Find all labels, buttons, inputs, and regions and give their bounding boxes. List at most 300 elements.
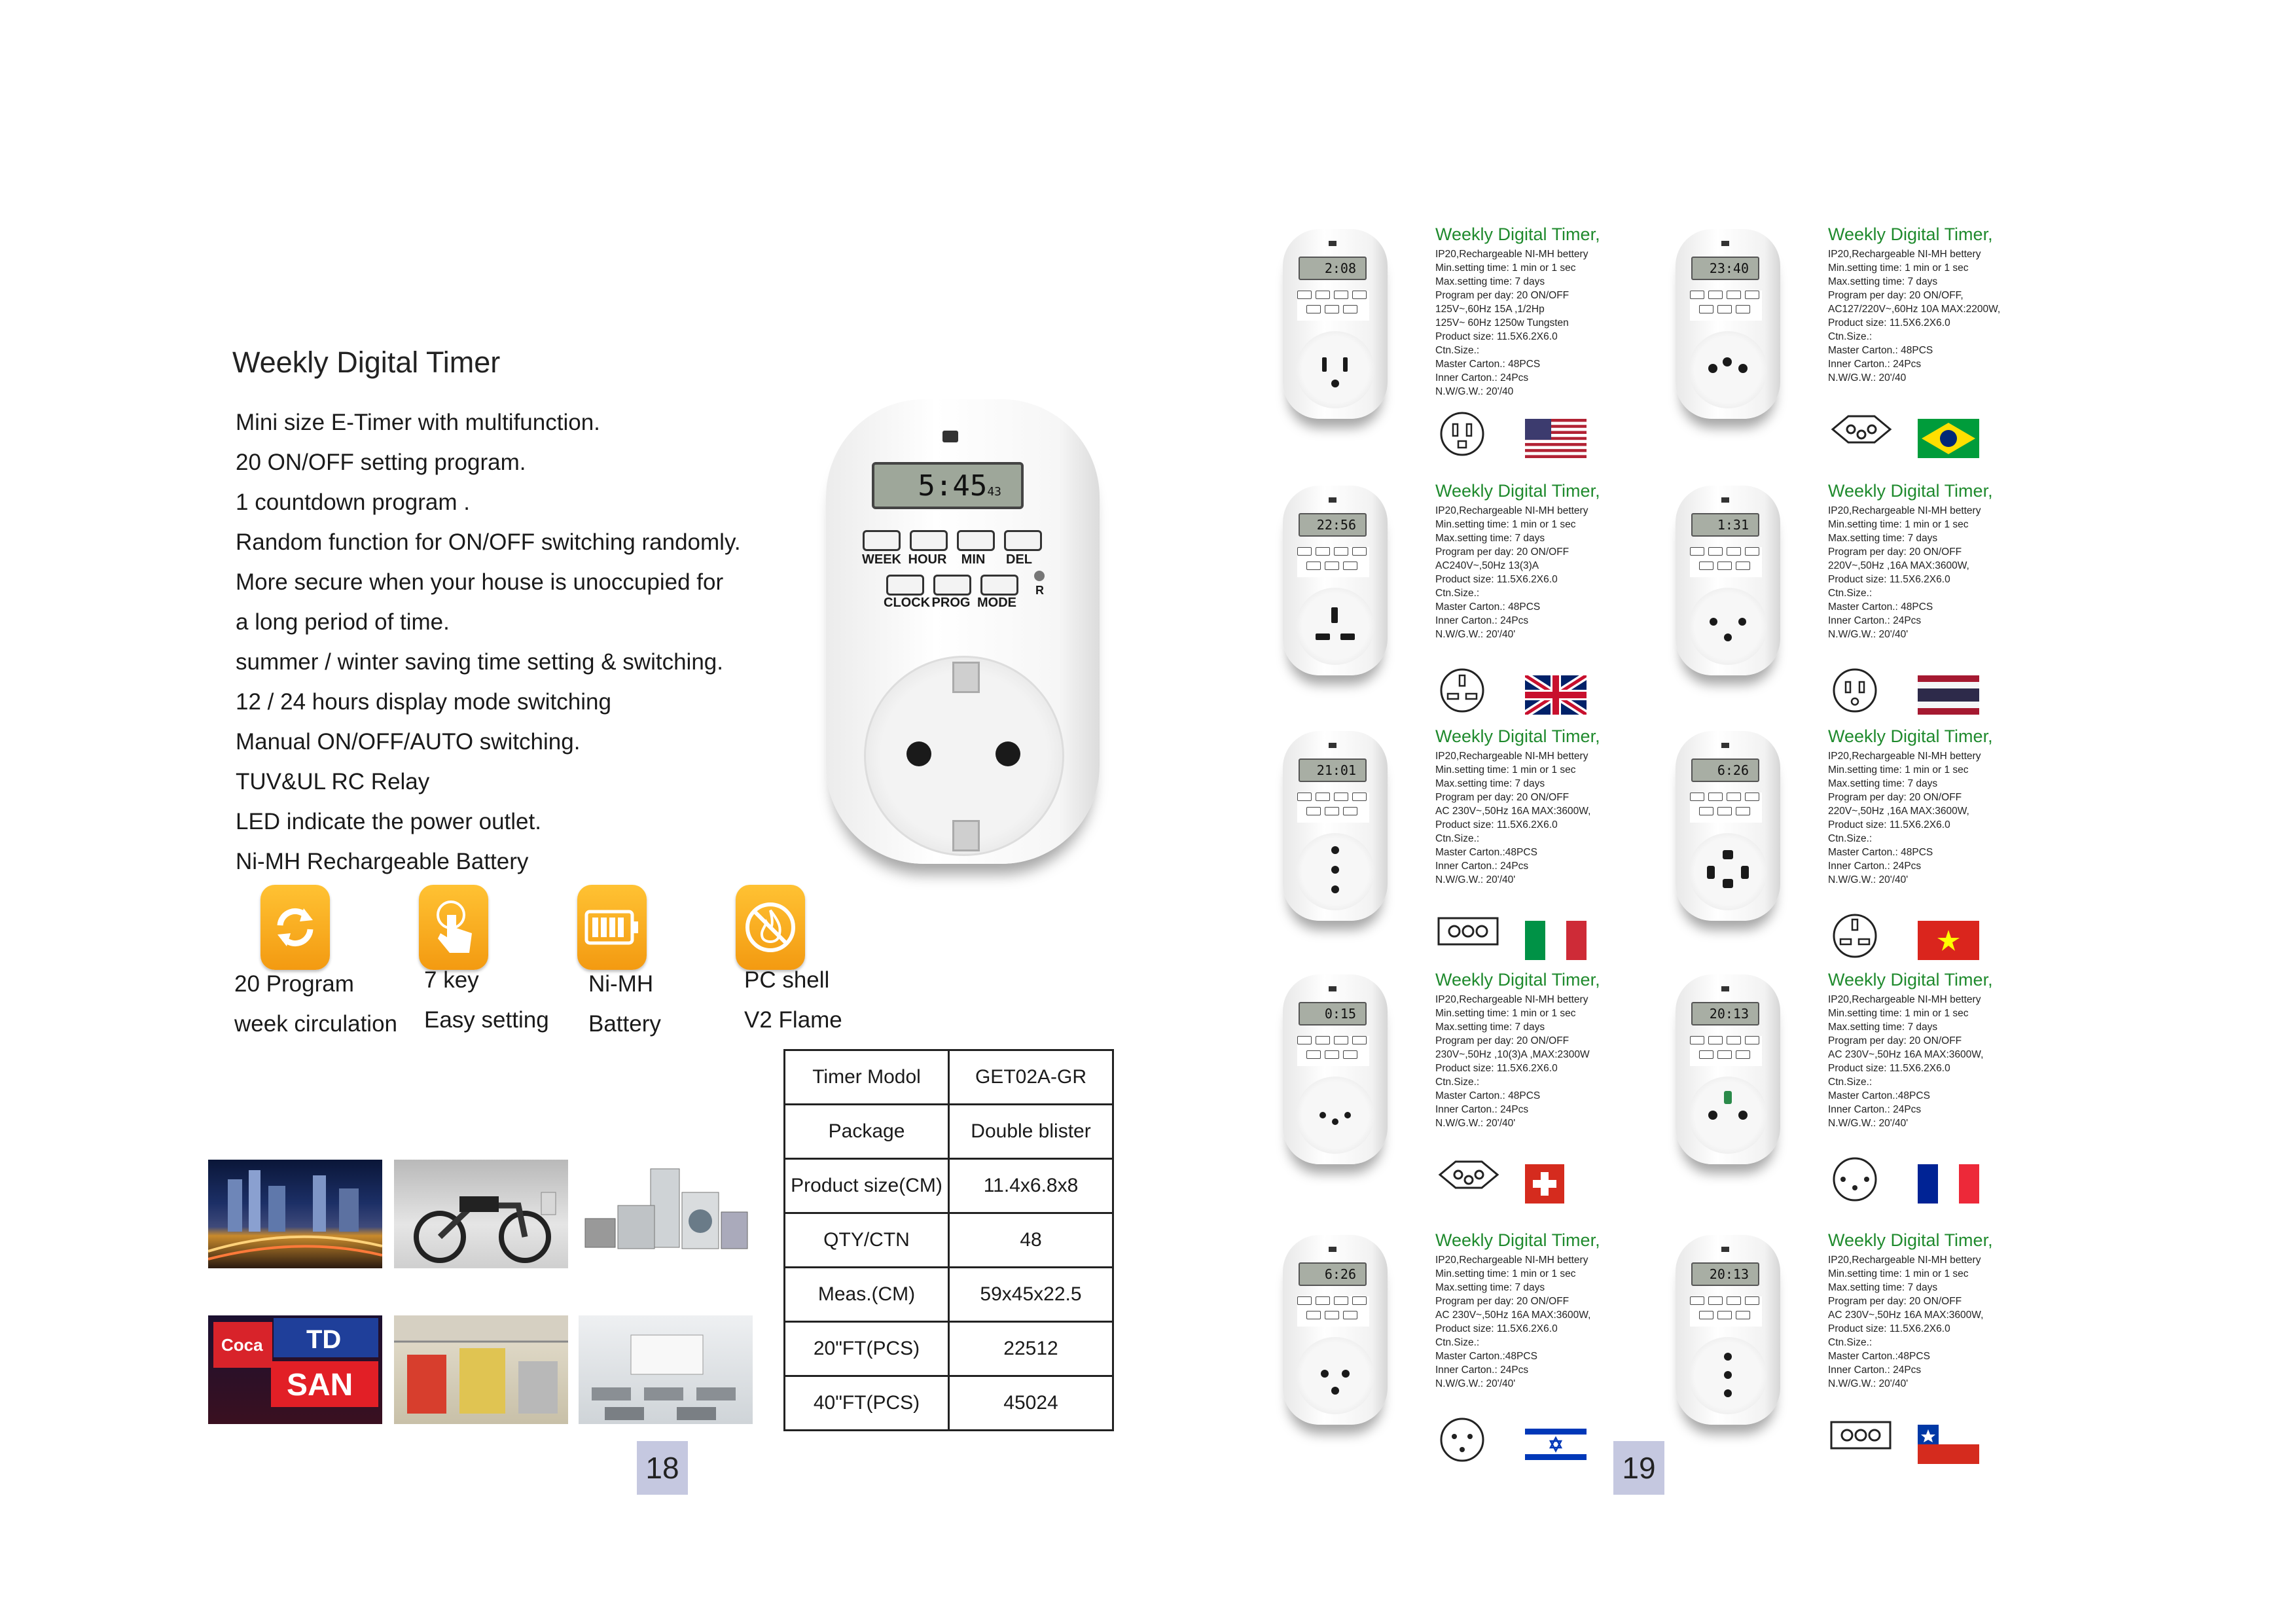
spec-line: Inner Carton.: 24Pcs bbox=[1435, 1364, 1529, 1376]
product-spec-list bbox=[1828, 1253, 1983, 1391]
svg-text:SAN: SAN bbox=[287, 1368, 353, 1402]
spec-line: Program per day: 20 ON/OFF bbox=[1435, 792, 1570, 803]
product-card-italy bbox=[1283, 726, 1741, 980]
device-button bbox=[1745, 1036, 1759, 1044]
device-button bbox=[1727, 291, 1741, 299]
device-button bbox=[1699, 1050, 1713, 1059]
finger-press-icon bbox=[419, 885, 488, 970]
device-button bbox=[1325, 562, 1339, 570]
device-button bbox=[1699, 562, 1713, 570]
spec-line: N.W/G.W.: 20'/40' bbox=[1435, 874, 1516, 885]
device-button bbox=[1717, 305, 1732, 313]
photo-classroom bbox=[579, 1315, 753, 1424]
spec-line: Max.setting time: 7 days bbox=[1828, 778, 1938, 789]
lcd-display: 20:13 bbox=[1691, 1262, 1759, 1286]
product-card-israel bbox=[1283, 1230, 1741, 1484]
spec-line: Inner Carton.: 24Pcs bbox=[1828, 1364, 1922, 1376]
timer-device bbox=[1283, 731, 1388, 921]
icon-feature-label: week circulation bbox=[234, 1011, 397, 1037]
socket-italy bbox=[1296, 833, 1374, 910]
spec-key: Timer Modol bbox=[785, 1050, 949, 1105]
plug-type-brazil-icon bbox=[1829, 411, 1881, 457]
device-button bbox=[1325, 807, 1339, 815]
spec-line: Program per day: 20 ON/OFF bbox=[1828, 1296, 1962, 1307]
device-button bbox=[1306, 807, 1321, 815]
spec-line: Inner Carton.: 24Pcs bbox=[1435, 861, 1529, 872]
device-button bbox=[1306, 562, 1321, 570]
device-button bbox=[1708, 1296, 1723, 1305]
product-card-thailand bbox=[1676, 481, 2134, 734]
hero-button-row-1 bbox=[863, 530, 1042, 551]
button-label: MIN bbox=[961, 552, 986, 567]
device-button bbox=[1708, 547, 1723, 556]
reset-hole bbox=[1034, 571, 1045, 581]
photo-electric-bike bbox=[394, 1160, 568, 1268]
device-button bbox=[1343, 1050, 1357, 1059]
lcd-display: 23:40 bbox=[1691, 257, 1759, 280]
device-button bbox=[1717, 807, 1732, 815]
spec-line: Master Carton.: 48PCS bbox=[1828, 601, 1933, 613]
spec-line: IP20,Rechargeable NI-MH bettery bbox=[1828, 505, 1981, 516]
spec-line: AC 230V~,50Hz 16A MAX:3600W, bbox=[1435, 1310, 1591, 1321]
feature-item: 20 ON/OFF setting program. bbox=[236, 450, 526, 475]
plug-type-uk-icon bbox=[1436, 668, 1488, 713]
socket-pin-hole bbox=[1738, 364, 1748, 373]
socket-chile bbox=[1689, 1337, 1767, 1414]
reset-label: R bbox=[1035, 584, 1044, 597]
power-led bbox=[1329, 986, 1336, 991]
spec-line: Master Carton.: 48PCS bbox=[1828, 345, 1933, 356]
spec-value: Double blister bbox=[949, 1105, 1113, 1159]
hero-display-seconds: 43 bbox=[987, 485, 1001, 499]
lcd-display: 0:15 bbox=[1299, 1002, 1367, 1026]
product-title: Weekly Digital Timer, bbox=[1435, 726, 1600, 746]
flag-vietnam-icon bbox=[1918, 921, 1979, 960]
spec-line: IP20,Rechargeable NI-MH bettery bbox=[1828, 1255, 1981, 1266]
spec-value: 45024 bbox=[949, 1376, 1113, 1431]
device-button bbox=[1352, 291, 1367, 299]
socket-pin-hole bbox=[1321, 1370, 1329, 1378]
product-spec-list bbox=[1828, 993, 1983, 1130]
spec-line: 125V~ 60Hz 1250w Tungsten bbox=[1435, 317, 1569, 329]
lcd-display: 22:56 bbox=[1299, 513, 1367, 537]
socket-pin-hole bbox=[1708, 1111, 1717, 1120]
socket-pin-hole bbox=[1331, 607, 1338, 623]
feature-item: TUV&UL RC Relay bbox=[236, 769, 430, 794]
spec-line: Product size: 11.5X6.2X6.0 bbox=[1828, 574, 1950, 585]
timer-device bbox=[1283, 229, 1388, 419]
spec-line: Inner Carton.: 24Pcs bbox=[1435, 615, 1529, 626]
product-spec-list bbox=[1435, 247, 1588, 399]
spec-line: Ctn.Size.: bbox=[1435, 1077, 1480, 1088]
socket-pin-hole bbox=[1723, 850, 1733, 859]
spec-line: Master Carton.:48PCS bbox=[1828, 1351, 1930, 1362]
spec-line: AC 230V~,50Hz 16A MAX:3600W, bbox=[1828, 1049, 1984, 1060]
spec-line: N.W/G.W.: 20'/40' bbox=[1435, 629, 1516, 640]
spec-line: Max.setting time: 7 days bbox=[1828, 276, 1938, 287]
spec-line: Max.setting time: 7 days bbox=[1435, 1022, 1545, 1033]
feature-item: Random function for ON/OFF switching randomly. bbox=[236, 529, 741, 555]
spec-line: Program per day: 20 ON/OFF bbox=[1828, 546, 1962, 558]
lcd-display: 1:31 bbox=[1691, 513, 1759, 537]
spec-line: N.W/G.W.: 20'/40' bbox=[1435, 1118, 1516, 1129]
device-button bbox=[1745, 547, 1759, 556]
socket-pin-hole bbox=[906, 741, 931, 766]
socket-pin-hole bbox=[1344, 1112, 1351, 1118]
hero-button-labels-1 bbox=[860, 552, 1041, 567]
device-button bbox=[1334, 291, 1348, 299]
device-button bbox=[1745, 793, 1759, 801]
socket-thai bbox=[1689, 588, 1767, 665]
product-card-brazil bbox=[1676, 224, 2134, 478]
spec-line: Ctn.Size.: bbox=[1828, 833, 1873, 844]
plug-type-italy-icon bbox=[1436, 913, 1488, 959]
spec-line: N.W/G.W.: 20'/40' bbox=[1828, 1378, 1909, 1389]
device-button bbox=[1316, 1296, 1330, 1305]
spec-line: Inner Carton.: 24Pcs bbox=[1435, 372, 1529, 383]
device-button bbox=[1736, 562, 1750, 570]
product-title: Weekly Digital Timer, bbox=[1828, 970, 1993, 990]
spec-line: Min.setting time: 1 min or 1 sec bbox=[1435, 764, 1576, 776]
timer-device bbox=[1283, 1235, 1388, 1425]
socket-israel bbox=[1296, 1337, 1374, 1414]
device-button bbox=[1736, 1311, 1750, 1319]
device-button bbox=[1334, 793, 1348, 801]
spec-line: Inner Carton.: 24Pcs bbox=[1828, 359, 1922, 370]
spec-line: Max.setting time: 7 days bbox=[1828, 533, 1938, 544]
device-button bbox=[1316, 291, 1330, 299]
device-button bbox=[1717, 1311, 1732, 1319]
spec-line: 230V~,50Hz ,10(3)A ,MAX:2300W bbox=[1435, 1049, 1590, 1060]
device-button bbox=[1297, 1036, 1312, 1044]
schuko-socket bbox=[864, 656, 1064, 856]
product-spec-list bbox=[1828, 504, 1981, 641]
feature-item: Mini size E-Timer with multifunction. bbox=[236, 410, 600, 435]
spec-line: Product size: 11.5X6.2X6.0 bbox=[1828, 317, 1950, 329]
timer-device bbox=[1676, 486, 1780, 675]
device-button bbox=[1352, 1036, 1367, 1044]
page-title: Weekly Digital Timer bbox=[232, 346, 501, 379]
plug-type-chile-icon bbox=[1829, 1417, 1881, 1463]
spec-line: N.W/G.W.: 20'/40' bbox=[1828, 874, 1909, 885]
timer-device bbox=[1676, 1235, 1780, 1425]
product-spec-list bbox=[1828, 749, 1981, 887]
plug-type-swiss-icon bbox=[1436, 1156, 1488, 1202]
feature-item: Manual ON/OFF/AUTO switching. bbox=[236, 729, 581, 755]
socket-pin-hole bbox=[1724, 1371, 1732, 1379]
lcd-display: 6:26 bbox=[1299, 1262, 1367, 1286]
photo-factory bbox=[394, 1315, 568, 1424]
socket-pin-hole bbox=[1724, 1353, 1732, 1361]
device-button bbox=[1297, 793, 1312, 801]
icon-feature-label: 20 Program bbox=[234, 971, 354, 997]
spec-line: Program per day: 20 ON/OFF bbox=[1828, 792, 1962, 803]
spec-line: Master Carton.:48PCS bbox=[1435, 1351, 1537, 1362]
timer-device bbox=[1676, 974, 1780, 1164]
device-button bbox=[1316, 793, 1330, 801]
spec-line: Program per day: 20 ON/OFF bbox=[1435, 1035, 1570, 1046]
spec-line: Program per day: 20 ON/OFF bbox=[1828, 1035, 1962, 1046]
feature-item: 1 countdown program . bbox=[236, 490, 470, 515]
hero-button-row-2 bbox=[886, 575, 1018, 596]
socket-pin-hole bbox=[1331, 380, 1339, 387]
spec-line: Product size: 11.5X6.2X6.0 bbox=[1828, 1323, 1950, 1334]
power-led bbox=[1329, 497, 1336, 503]
socket-pin-hole bbox=[1738, 618, 1746, 626]
device-button bbox=[1727, 547, 1741, 556]
device-button bbox=[1690, 547, 1704, 556]
device-button bbox=[1306, 1050, 1321, 1059]
product-card-uk bbox=[1283, 481, 1741, 734]
device-button bbox=[1306, 305, 1321, 313]
power-led bbox=[1721, 1247, 1729, 1252]
device-button bbox=[1690, 1296, 1704, 1305]
socket-pin-hole bbox=[1331, 846, 1339, 854]
spec-key: Meas.(CM) bbox=[785, 1268, 949, 1322]
battery-icon bbox=[577, 885, 647, 970]
spec-line: Product size: 11.5X6.2X6.0 bbox=[1435, 574, 1558, 585]
spec-line: Min.setting time: 1 min or 1 sec bbox=[1828, 1268, 1969, 1279]
spec-line: Max.setting time: 7 days bbox=[1435, 276, 1545, 287]
spec-line: N.W/G.W.: 20'/40' bbox=[1828, 1118, 1909, 1129]
refresh-cycle-icon bbox=[260, 885, 330, 970]
socket-swiss bbox=[1296, 1077, 1374, 1154]
device-button bbox=[1343, 305, 1357, 313]
spec-line: Inner Carton.: 24Pcs bbox=[1828, 861, 1922, 872]
spec-line: Ctn.Size.: bbox=[1435, 588, 1480, 599]
product-title: Weekly Digital Timer, bbox=[1828, 726, 1993, 746]
product-title: Weekly Digital Timer, bbox=[1435, 970, 1600, 990]
spec-line: Ctn.Size.: bbox=[1828, 331, 1873, 342]
device-button bbox=[1727, 1296, 1741, 1305]
hero-timer-device bbox=[826, 399, 1100, 864]
device-buttons bbox=[1297, 291, 1369, 321]
spec-line: Ctn.Size.: bbox=[1828, 1337, 1873, 1348]
device-button bbox=[1334, 1036, 1348, 1044]
socket-pin-hole bbox=[1707, 866, 1715, 879]
button-label: CLOCK bbox=[884, 596, 931, 610]
spec-line: 125V~,60Hz 15A ,1/2Hp bbox=[1435, 304, 1545, 315]
flag-brazil-icon bbox=[1918, 419, 1979, 458]
icon-feature-label: V2 Flame bbox=[744, 1007, 842, 1033]
icon-feature-label: Ni-MH bbox=[588, 971, 654, 997]
device-button bbox=[1297, 547, 1312, 556]
power-led bbox=[1721, 986, 1729, 991]
min-button bbox=[957, 530, 995, 551]
spec-line: Product size: 11.5X6.2X6.0 bbox=[1435, 331, 1558, 342]
plug-type-universal-icon bbox=[1829, 913, 1881, 959]
device-buttons bbox=[1297, 547, 1369, 577]
device-button bbox=[1708, 793, 1723, 801]
spec-line: Program per day: 20 ON/OFF, bbox=[1828, 290, 1964, 301]
clock-button bbox=[886, 575, 924, 596]
timer-device bbox=[1283, 974, 1388, 1164]
spec-line: IP20,Rechargeable NI-MH bettery bbox=[1828, 249, 1981, 260]
lcd-display: 6:26 bbox=[1691, 758, 1759, 782]
hero-display-time: 5:45 bbox=[918, 469, 988, 503]
device-button bbox=[1708, 1036, 1723, 1044]
socket-uk bbox=[1296, 588, 1374, 665]
spec-line: IP20,Rechargeable NI-MH bettery bbox=[1435, 751, 1588, 762]
socket-pin-hole bbox=[1723, 879, 1733, 888]
product-title: Weekly Digital Timer, bbox=[1435, 224, 1600, 244]
spec-line: Max.setting time: 7 days bbox=[1435, 778, 1545, 789]
socket-pin-hole bbox=[1340, 633, 1355, 640]
week-button bbox=[863, 530, 901, 551]
socket-pin-hole bbox=[1724, 1389, 1732, 1397]
flag-france-icon bbox=[1918, 1164, 1979, 1204]
device-button bbox=[1690, 793, 1704, 801]
earth-clip-bottom bbox=[952, 820, 980, 851]
plug-type-us-icon bbox=[1436, 411, 1488, 457]
earth-pin bbox=[1724, 1091, 1732, 1104]
feature-list bbox=[236, 402, 741, 882]
device-button bbox=[1727, 793, 1741, 801]
spec-line: Max.setting time: 7 days bbox=[1435, 1282, 1545, 1293]
spec-table bbox=[783, 1049, 1114, 1431]
product-title: Weekly Digital Timer, bbox=[1828, 481, 1993, 501]
spec-line: IP20,Rechargeable NI-MH bettery bbox=[1435, 994, 1588, 1005]
plug-type-thai-icon bbox=[1829, 668, 1881, 713]
power-led bbox=[1329, 241, 1336, 246]
lcd-display: 20:13 bbox=[1691, 1002, 1759, 1026]
socket-pin-hole bbox=[1332, 1118, 1338, 1125]
power-led bbox=[1329, 1247, 1336, 1252]
device-button bbox=[1352, 1296, 1367, 1305]
spec-value: 22512 bbox=[949, 1322, 1113, 1376]
spec-key: 40"FT(PCS) bbox=[785, 1376, 949, 1431]
timer-device bbox=[1283, 486, 1388, 675]
lcd-display: 21:01 bbox=[1299, 758, 1367, 782]
spec-line: IP20,Rechargeable NI-MH bettery bbox=[1435, 1255, 1588, 1266]
device-button bbox=[1690, 291, 1704, 299]
spec-line: Master Carton.:48PCS bbox=[1435, 847, 1537, 858]
device-button bbox=[1325, 305, 1339, 313]
device-button bbox=[1699, 807, 1713, 815]
flag-chile-icon bbox=[1918, 1425, 1979, 1464]
socket-pin-hole bbox=[1723, 357, 1732, 366]
product-title: Weekly Digital Timer, bbox=[1435, 481, 1600, 501]
spec-key: 20"FT(PCS) bbox=[785, 1322, 949, 1376]
spec-value: 59x45x22.5 bbox=[949, 1268, 1113, 1322]
feature-item: a long period of time. bbox=[236, 609, 450, 635]
spec-line: AC 230V~,50Hz 16A MAX:3600W, bbox=[1435, 806, 1591, 817]
feature-item: LED indicate the power outlet. bbox=[236, 809, 541, 834]
device-button bbox=[1343, 562, 1357, 570]
device-buttons bbox=[1690, 547, 1762, 577]
button-label: WEEK bbox=[862, 552, 901, 567]
spec-line: Master Carton.: 48PCS bbox=[1828, 847, 1933, 858]
product-spec-list bbox=[1435, 993, 1590, 1130]
device-button bbox=[1690, 1036, 1704, 1044]
photo-billboards bbox=[208, 1315, 382, 1424]
device-button bbox=[1736, 1050, 1750, 1059]
spec-line: Min.setting time: 1 min or 1 sec bbox=[1435, 262, 1576, 274]
spec-line: N.W/G.W.: 20'/40 bbox=[1435, 386, 1514, 397]
spec-row bbox=[785, 1376, 1113, 1431]
power-led bbox=[1721, 241, 1729, 246]
product-spec-list bbox=[1435, 504, 1588, 641]
spec-line: Ctn.Size.: bbox=[1435, 833, 1480, 844]
spec-line: 220V~,50Hz ,16A MAX:3600W, bbox=[1828, 806, 1969, 817]
spec-row bbox=[785, 1268, 1113, 1322]
hero-lcd-display bbox=[872, 462, 1024, 509]
spec-line: N.W/G.W.: 20'/40' bbox=[1435, 1378, 1516, 1389]
photo-city-night bbox=[208, 1160, 382, 1268]
socket-pin-hole bbox=[996, 741, 1020, 766]
spec-line: Ctn.Size.: bbox=[1435, 345, 1480, 356]
spec-row bbox=[785, 1105, 1113, 1159]
spec-line: Min.setting time: 1 min or 1 sec bbox=[1828, 519, 1969, 530]
power-led bbox=[1721, 743, 1729, 748]
power-led bbox=[1329, 743, 1336, 748]
device-button bbox=[1325, 1050, 1339, 1059]
icon-feature-label: PC shell bbox=[744, 967, 830, 993]
plug-type-french-icon bbox=[1829, 1156, 1881, 1202]
power-led bbox=[1721, 497, 1729, 503]
spec-line: Product size: 11.5X6.2X6.0 bbox=[1828, 1063, 1950, 1074]
device-buttons bbox=[1297, 1036, 1369, 1066]
mode-button bbox=[980, 575, 1018, 596]
spec-line: Program per day: 20 ON/OFF bbox=[1435, 1296, 1570, 1307]
spec-line: IP20,Rechargeable NI-MH bettery bbox=[1435, 505, 1588, 516]
device-button bbox=[1717, 1050, 1732, 1059]
socket-pin-hole bbox=[1331, 1387, 1339, 1395]
feature-item: summer / winter saving time setting & switching. bbox=[236, 649, 723, 675]
device-button bbox=[1699, 305, 1713, 313]
socket-pin-hole bbox=[1710, 618, 1717, 626]
device-button bbox=[1745, 1296, 1759, 1305]
product-spec-list bbox=[1435, 749, 1590, 887]
timer-device bbox=[1676, 229, 1780, 419]
spec-line: Product size: 11.5X6.2X6.0 bbox=[1435, 1323, 1558, 1334]
device-button bbox=[1745, 291, 1759, 299]
power-led bbox=[942, 431, 958, 442]
button-label: HOUR bbox=[908, 552, 947, 567]
icon-feature-label: 7 key bbox=[424, 967, 479, 993]
socket-pin-hole bbox=[1316, 633, 1330, 640]
hero-button-labels-2 bbox=[884, 596, 1018, 611]
device-button bbox=[1352, 793, 1367, 801]
spec-value: 48 bbox=[949, 1213, 1113, 1268]
spec-line: N.W/G.W.: 20'/40 bbox=[1828, 372, 1907, 383]
spec-line: AC127/220V~,60Hz 10A MAX:2200W, bbox=[1828, 304, 2001, 315]
spec-key: Package bbox=[785, 1105, 949, 1159]
device-buttons bbox=[1690, 1296, 1762, 1327]
flag-thailand-icon bbox=[1918, 675, 1979, 715]
device-button bbox=[1297, 1296, 1312, 1305]
spec-line: Min.setting time: 1 min or 1 sec bbox=[1435, 1268, 1576, 1279]
socket-pin-hole bbox=[1741, 866, 1749, 879]
feature-item: More secure when your house is unoccupied for bbox=[236, 569, 724, 595]
flag-italy-icon bbox=[1525, 921, 1587, 960]
spec-line: IP20,Rechargeable NI-MH bettery bbox=[1828, 994, 1981, 1005]
prog-button bbox=[933, 575, 971, 596]
spec-line: Master Carton.: 48PCS bbox=[1435, 1090, 1541, 1101]
socket-pin-hole bbox=[1331, 866, 1339, 874]
socket-pin-hole bbox=[1724, 633, 1732, 641]
flag-usa-icon bbox=[1525, 419, 1587, 458]
product-spec-list bbox=[1435, 1253, 1590, 1391]
socket-us bbox=[1296, 331, 1374, 408]
page-number: 19 bbox=[1613, 1441, 1664, 1495]
spec-row bbox=[785, 1159, 1113, 1213]
spec-line: 220V~,50Hz ,16A MAX:3600W, bbox=[1828, 560, 1969, 571]
product-title: Weekly Digital Timer, bbox=[1828, 224, 1993, 244]
device-button bbox=[1316, 1036, 1330, 1044]
device-button bbox=[1708, 291, 1723, 299]
hour-button bbox=[910, 530, 948, 551]
